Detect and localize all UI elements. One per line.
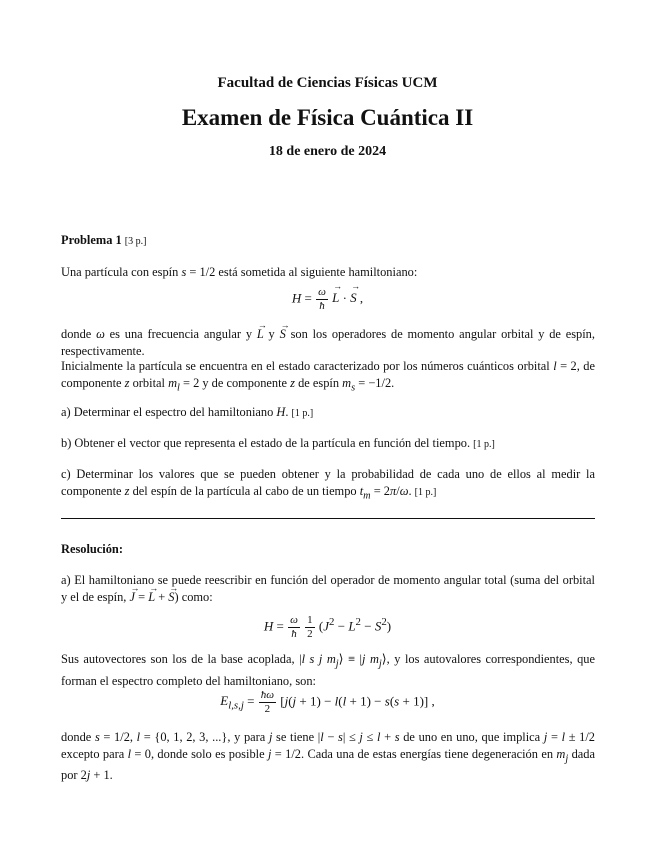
question-a: a) Determinar el espectro del hamiltoniano H. [1 p.] <box>61 405 314 419</box>
problem-heading <box>61 232 595 251</box>
intro-tail: está sometida al siguiente hamiltoniano: <box>218 265 418 279</box>
r3-g: . Cada una de estas energías tiene degeneración en <box>300 746 554 761</box>
institution: Facultad de Ciencias Físicas UCM <box>217 75 438 91</box>
r1-b: ) como: <box>174 589 213 604</box>
r3-e: excepto para <box>61 746 125 761</box>
resolution-paragraph-1: a) El hamiltoniano se puede reescribir en función del operador de momento angular total (suma del orbital y el de espín, → J = → L + → S) como: <box>61 572 595 605</box>
problem-intro: Una partícula con espín s = 1/2 está sometida al siguiente hamiltoniano: <box>61 265 418 279</box>
resolution-heading <box>61 541 595 558</box>
hamiltonian-equation: H = $\frac{\omega}{ħ}$ → L · → S , <box>0 287 655 312</box>
p1-d: son los operadores de momento angular orbital y de espín, respectivamente. <box>61 327 595 358</box>
hamiltonian-total-j-equation: H = $\frac{\omega}{ħ}$ $\frac{1}{2}$ $(J^2 - L^2 - S^2)$ <box>263 614 392 640</box>
r1-a: a) El hamiltoniano se puede reescribir en función del operador de momento angular total (suma del orbital y el de espín, <box>61 573 595 604</box>
r3-b: , y para <box>227 730 266 744</box>
page-title: Examen de Física Cuántica II <box>181 105 474 130</box>
r3-c: se tiene <box>276 730 315 744</box>
qa-points: [1 p.] <box>291 408 314 419</box>
r3-d: de uno en uno, que implica <box>403 730 541 744</box>
p1-a: donde <box>61 327 92 341</box>
question-b <box>61 435 595 454</box>
qb-points: [1 p.] <box>473 439 495 450</box>
qa-text: a) Determinar el espectro del hamiltoniano <box>61 405 274 419</box>
p2-a: Inicialmente la partícula se encuentra en el estado caracterizado por los números cuánticos orbital <box>61 359 550 373</box>
qc-b: del espín de la partícula al cabo de un tiempo <box>132 483 357 498</box>
problem-paragraph-2: Inicialmente la partícula se encuentra en el estado caracterizado por los números cuánticos orbital l = 2, de componente z orbital $m_l = 2$ y de componente z de espín $m_s = -1/2$. <box>61 359 595 393</box>
r3-h: dada por <box>61 746 595 783</box>
intro-text: Una partícula con espín <box>61 265 179 279</box>
p2-e: de espín <box>298 375 340 390</box>
resolution-title: Resolución: <box>61 542 123 556</box>
r2-a: Sus autovectores son los de la base acoplada, <box>61 652 295 666</box>
problem-points: [3 p.] <box>124 236 147 247</box>
r2-b: , y los autovalores correspondientes, que forman el espectro completo del hamiltoniano, son: <box>61 652 595 688</box>
r3-f: , donde solo es posible <box>150 746 265 761</box>
p2-b: , de componente <box>61 359 595 390</box>
problem-title: Problema 1 <box>61 233 122 247</box>
resolution-paragraph-3: donde s = 1/2, l = {0, 1, 2, 3, ...}, y para j se tiene |l − s| ≤ j ≤ l + s de uno en uno, que implica j = l ± 1/2 excepto para l = 0, donde solo es posible j = 1/2. Cada una de estas energías tiene degeneración en $m_j$ dada por 2j + 1. <box>61 730 595 783</box>
question-c: c) Determinar los valores que se pueden obtener y la probabilidad de cada uno de ellos al medir la componente z del espín de la partícula al cabo de un tiempo $t_m = 2\pi/\omega$. [1 p.] <box>61 467 595 501</box>
p2-d: y de componente <box>202 375 288 390</box>
problem-paragraph-1: donde ω es una frecuencia angular y → L y → S son los operadores de momento angular orbital y de espín, respectivamente. <box>61 326 595 359</box>
qc-a: c) Determinar los valores que se pueden obtener y la probabilidad de cada uno de ellos al medir la componente <box>61 467 595 498</box>
qc-points: [1 p.] <box>414 486 437 498</box>
exam-date: 18 de enero de 2024 <box>268 144 387 159</box>
p1-c: y <box>268 327 275 341</box>
resolution-paragraph-2: Sus autovectores son los de la base acoplada, |l s j $m_j⟩ \equiv |j$ $m_j⟩$, y los autovalores correspondientes, que forman el espectro completo del hamiltoniano, son: <box>61 652 595 688</box>
section-divider <box>61 518 595 519</box>
r3-a: donde <box>61 730 92 744</box>
p2-c: orbital <box>132 375 165 390</box>
p1-b: es una frecuencia angular y <box>109 327 253 341</box>
qb-text: b) Obtener el vector que representa el estado de la partícula en función del tiempo. <box>61 436 471 450</box>
energy-eigenvalue-equation: $E_{l,s,j}$ = $\frac{ħ\omega}{2}$ [j(j + 1) − l(l + 1) − s(s + 1)] , <box>220 689 435 715</box>
